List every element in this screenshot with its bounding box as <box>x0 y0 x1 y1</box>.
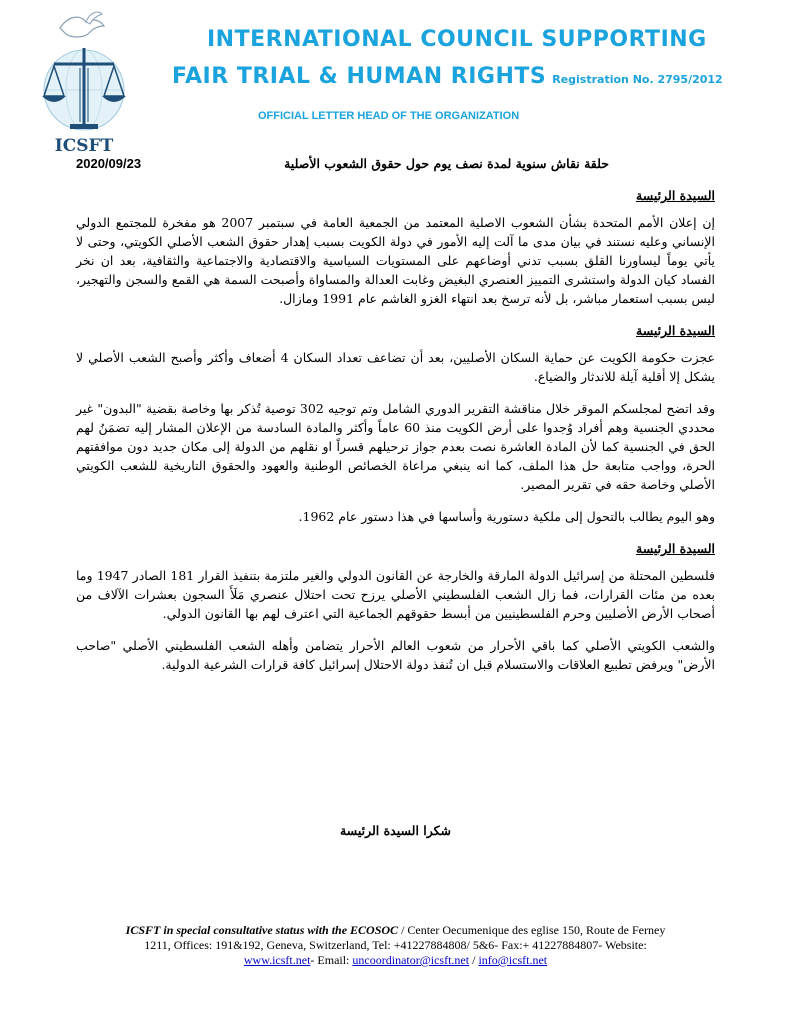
footer-address-1: / Center Oecumenique des eglise 150, Route de Ferney <box>398 923 666 937</box>
organization-logo <box>30 8 138 158</box>
letter-footer <box>50 923 741 968</box>
logo-text: ICSFT <box>54 136 114 156</box>
scales-of-justice-icon <box>30 8 138 158</box>
email-link-coordinator[interactable]: uncoordinator@icsft.net <box>352 953 470 967</box>
organization-name-second-part: FAIR TRIAL & HUMAN RIGHTS <box>172 64 547 89</box>
paragraph: فلسطين المحتلة من إسرائيل الدولة المارقة والخارجة عن القانون الدولي والغير ملتزمة بتنفيذ القرار 181 الصادر 1947 وما بعده من مئات القرارات، فما زال الشعب الفلسطيني الأصلي يرزح تحت احتلال عنصري مَلَأَ السجون بعشرات الآلاف من أصحاب الأرض الأصليين وحرم الفلسطينيين من أبسط حقوقهم الجماعية التي اعترف لهم بها القانون الدولي. <box>76 568 715 621</box>
email-label: - Email: <box>310 953 353 967</box>
registration-number: Registration No. 2795/2012 <box>552 73 723 86</box>
consultative-status-text: ICSFT in special consultative status with the ECOSOC <box>125 923 399 937</box>
paragraph: والشعب الكويتي الأصلي كما باقي الأحرار من شعوب العالم الأحرار يتضامن وأهله الشعب الفلسطيني الأصلي "صاحب الأرض" ويرفض تطبيع العلاقات والاستسلام قبل ان تُنفذ دولة الاحتلال إسرائيل كافة قرارات الشرعية الدولية. <box>76 638 715 672</box>
website-link[interactable]: www.icsft.net <box>243 953 311 967</box>
document-title: حلقة نقاش سنوية لمدة نصف يوم حول حقوق الشعوب الأصلية <box>284 156 609 171</box>
email-link-info[interactable]: info@icsft.net <box>478 953 548 967</box>
document-date: 2020/09/23 <box>76 156 142 171</box>
salutation-heading: السيدة الرئيسة <box>636 323 715 338</box>
salutation-heading: السيدة الرئيسة <box>636 188 715 203</box>
email-separator: / <box>469 953 479 967</box>
paragraph: وهو اليوم يطالب بالتحول إلى ملكية دستورية وأساسها في هذا دستور عام 1962. <box>298 509 715 524</box>
closing-line: شكرا السيدة الرئيسة <box>339 823 452 838</box>
letterhead-tagline: OFFICIAL LETTER HEAD OF THE ORGANIZATION <box>258 110 520 122</box>
footer-line-1 <box>50 923 741 938</box>
paragraph: إن إعلان الأمم المتحدة بشأن الشعوب الاصلية المعتمد من الجمعية العامة في سبتمبر 2007 هو مفخرة للمجتمع الدولي الإنساني وعليه نستند في بيان مدى ما آلت إليه الأمور في دولة الكويت بسبب إهدار حقوق الشعب الأصلي الكويتي، وحتى لا يأتي يوماً ليساورنا القلق بسبب تدني أوضاعهم على المستويات السياسية والاقتصادية والاجتماعية والثقافية، بعد ان نخر الفساد كيان الدولة واستشرى التمييز العنصري البغيض وغابت العدالة والمساواة وأصبحت السمة هي القمع والسجن والتهجير، ليس بسبب استعمار مباشر، بل لأنه ترسخ بعد انتهاء الغزو الغاشم عام 1991 ومازال. <box>76 215 715 306</box>
paragraph: وقد اتضح لمجلسكم الموقر خلال مناقشة التقرير الدوري الشامل وتم توجيه 302 توصية تُذكر بها وخاصة بقضية "البدون" غير محددي الجنسية وهم أفراد وُجدوا على أرض الكويت منذ 60 عاماً وأكثر والمادة السادسة من الإعلان المشار إليه تضمَنُ لهم الحق في الجنسية كما لأن المادة العاشرة نصت بعدم جواز ترحيلهم قسراً او نقلهم من الدولة إلى مكان جديد دون موافقتهم الحرة، وواجب متابعة حل هذا الملف، كما انه ينبغي مراعاة الخصائص الوطنية والعهود والحقوق التاريخية للشعب الكويتي الأصلي وخاصة حقه في تقرير المصير. <box>76 401 715 492</box>
footer-address-2: 1211, Offices: 191&192, Geneva, Switzerland, Tel: +41227884808/ 5&6- Fax:+ 41227884807- Website: <box>144 938 647 952</box>
organization-name-line-2 <box>172 64 723 89</box>
organization-name-line-1: INTERNATIONAL COUNCIL SUPPORTING <box>207 27 707 52</box>
salutation-heading: السيدة الرئيسة <box>636 541 715 556</box>
letter-body <box>76 186 715 687</box>
paragraph: عجزت حكومة الكويت عن حماية السكان الأصليين، بعد أن تضاعف تعداد السكان 4 أضعاف وأكثر وأصبح الشعب الأصلي لا يشكل إلا أقلية آيلة للاندثار والضياع. <box>76 350 715 384</box>
footer-line-3 <box>50 953 741 968</box>
